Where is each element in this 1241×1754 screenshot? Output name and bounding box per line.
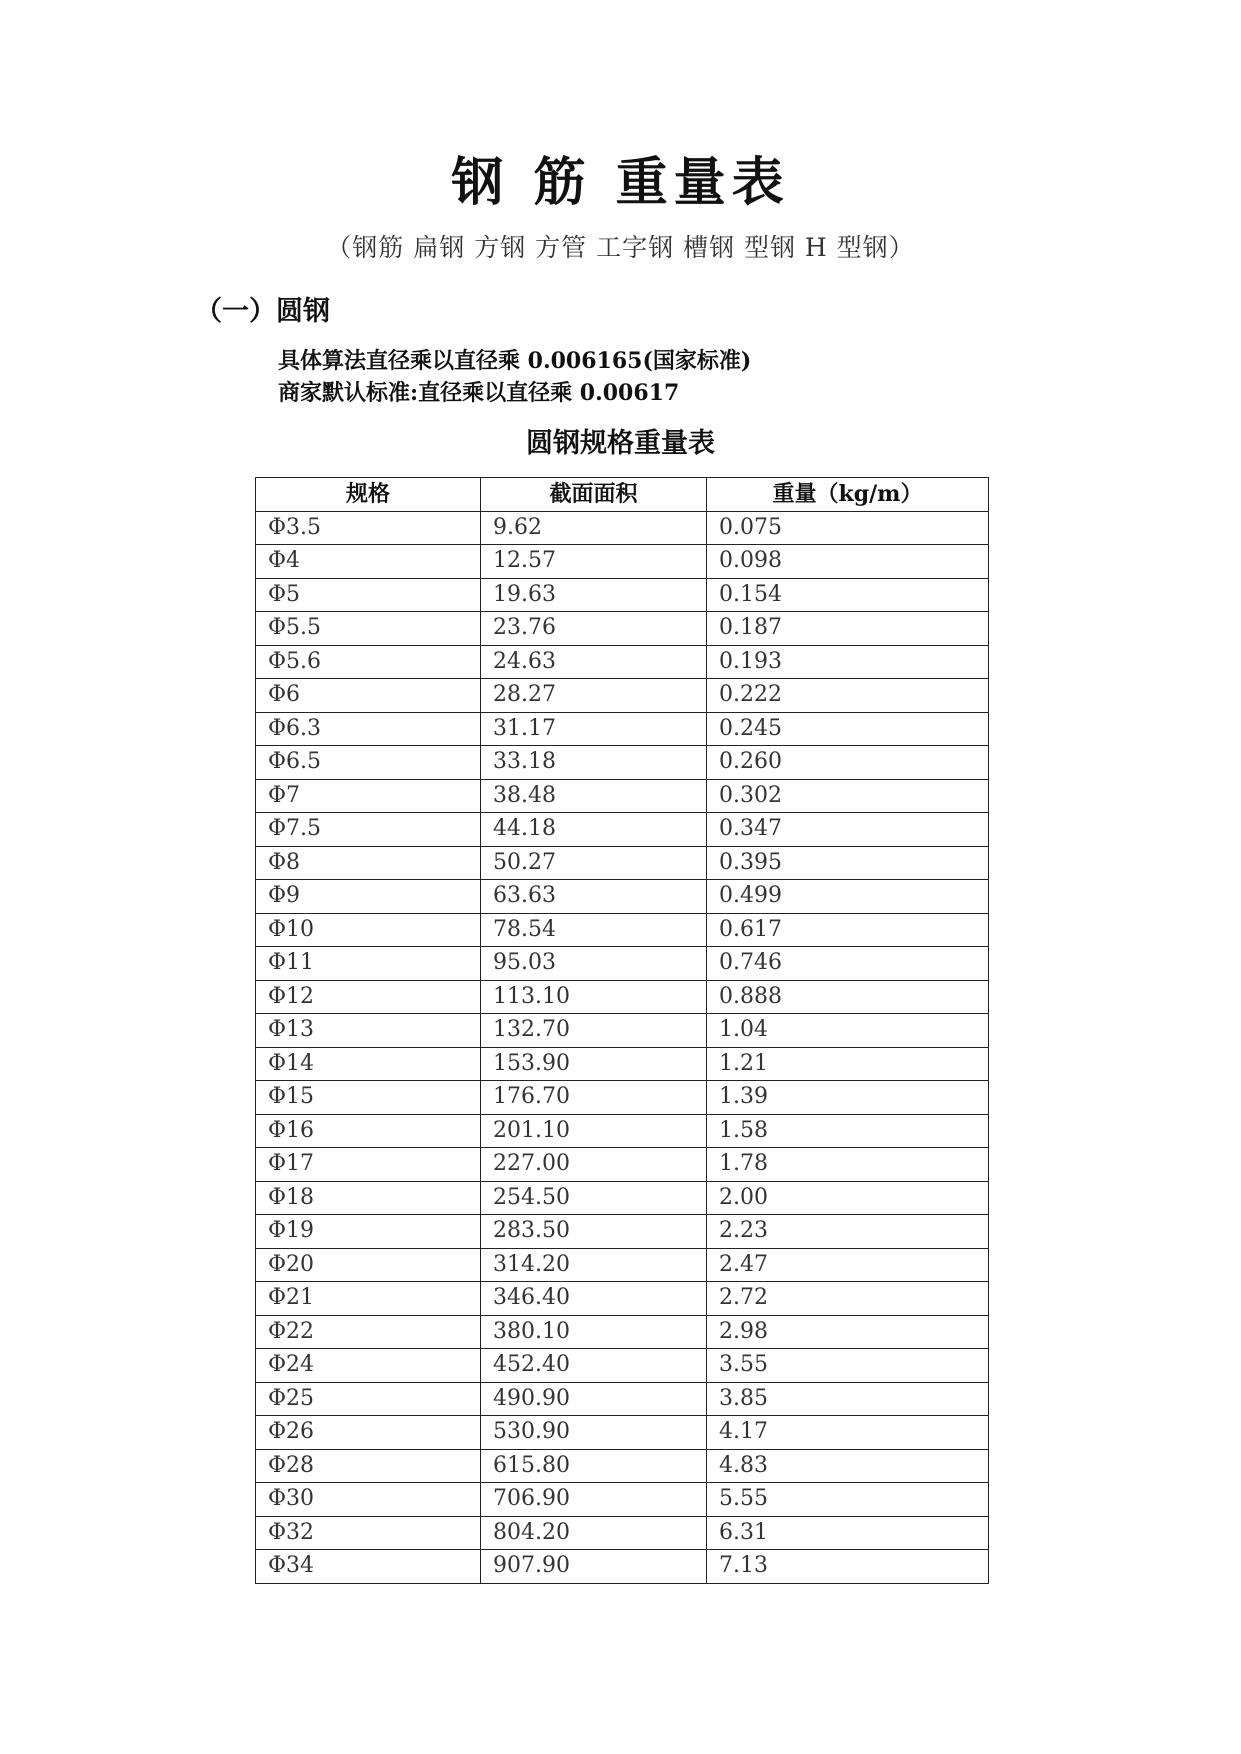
- cell-area: 31.17: [481, 712, 707, 746]
- cell-weight: 0.302: [707, 779, 989, 813]
- cell-spec: Φ20: [256, 1248, 481, 1282]
- table-row: [256, 1416, 989, 1450]
- cell-spec: Φ11: [256, 947, 481, 981]
- cell-spec: Φ8: [256, 846, 481, 880]
- cell-area: 153.90: [481, 1047, 707, 1081]
- table-row: [256, 1382, 989, 1416]
- cell-area: 804.20: [481, 1516, 707, 1550]
- table-row: [256, 712, 989, 746]
- table-row: [256, 1550, 989, 1584]
- cell-spec: Φ9: [256, 880, 481, 914]
- cell-spec: Φ15: [256, 1081, 481, 1115]
- cell-area: 23.76: [481, 612, 707, 646]
- table-row: [256, 913, 989, 947]
- table-row: [256, 846, 989, 880]
- table-row: [256, 1081, 989, 1115]
- cell-spec: Φ25: [256, 1382, 481, 1416]
- cell-spec: Φ10: [256, 913, 481, 947]
- cell-area: 132.70: [481, 1014, 707, 1048]
- cell-area: 254.50: [481, 1181, 707, 1215]
- cell-area: 490.90: [481, 1382, 707, 1416]
- table-row: [256, 813, 989, 847]
- table-row: [256, 1483, 989, 1517]
- cell-spec: Φ28: [256, 1449, 481, 1483]
- cell-area: 78.54: [481, 913, 707, 947]
- cell-area: 63.63: [481, 880, 707, 914]
- table-row: [256, 1449, 989, 1483]
- cell-weight: 0.193: [707, 645, 989, 679]
- column-header-weight: 重量（kg/m）: [707, 478, 989, 512]
- cell-weight: 1.21: [707, 1047, 989, 1081]
- cell-area: 227.00: [481, 1148, 707, 1182]
- cell-area: 907.90: [481, 1550, 707, 1584]
- table-row: [256, 779, 989, 813]
- cell-weight: 2.23: [707, 1215, 989, 1249]
- table-row: [256, 578, 989, 612]
- cell-area: 452.40: [481, 1349, 707, 1383]
- section-heading: （一）圆钢: [195, 296, 330, 327]
- column-header-area: 截面面积: [481, 478, 707, 512]
- cell-area: 346.40: [481, 1282, 707, 1316]
- cell-weight: 3.55: [707, 1349, 989, 1383]
- cell-spec: Φ32: [256, 1516, 481, 1550]
- column-header-spec: 规格: [256, 478, 481, 512]
- cell-area: 314.20: [481, 1248, 707, 1282]
- cell-spec: Φ21: [256, 1282, 481, 1316]
- page-subtitle: （钢筋 扁钢 方钢 方管 工字钢 槽钢 型钢 H 型钢）: [326, 233, 915, 262]
- cell-weight: 2.47: [707, 1248, 989, 1282]
- cell-weight: 0.347: [707, 813, 989, 847]
- cell-weight: 4.17: [707, 1416, 989, 1450]
- cell-weight: 0.245: [707, 712, 989, 746]
- table-row: [256, 1248, 989, 1282]
- table-row: [256, 612, 989, 646]
- cell-spec: Φ5.5: [256, 612, 481, 646]
- cell-weight: 6.31: [707, 1516, 989, 1550]
- cell-area: 28.27: [481, 679, 707, 713]
- cell-spec: Φ6.5: [256, 746, 481, 780]
- cell-weight: 3.85: [707, 1382, 989, 1416]
- calculation-note-national: 具体算法直径乘以直径乘 0.006165(国家标准): [278, 348, 752, 374]
- cell-spec: Φ18: [256, 1181, 481, 1215]
- cell-spec: Φ3.5: [256, 511, 481, 545]
- cell-weight: 0.888: [707, 980, 989, 1014]
- table-row: [256, 1215, 989, 1249]
- cell-area: 95.03: [481, 947, 707, 981]
- cell-spec: Φ30: [256, 1483, 481, 1517]
- cell-area: 706.90: [481, 1483, 707, 1517]
- cell-weight: 0.746: [707, 947, 989, 981]
- cell-area: 176.70: [481, 1081, 707, 1115]
- cell-weight: 0.154: [707, 578, 989, 612]
- cell-weight: 5.55: [707, 1483, 989, 1517]
- cell-area: 12.57: [481, 545, 707, 579]
- table-row: [256, 746, 989, 780]
- cell-spec: Φ5: [256, 578, 481, 612]
- cell-weight: 2.72: [707, 1282, 989, 1316]
- cell-area: 201.10: [481, 1114, 707, 1148]
- cell-spec: Φ14: [256, 1047, 481, 1081]
- page-title: 钢 筋 重量表: [451, 152, 790, 213]
- cell-spec: Φ24: [256, 1349, 481, 1383]
- table-row: [256, 980, 989, 1014]
- table-row: [256, 1282, 989, 1316]
- table-row: [256, 1047, 989, 1081]
- cell-area: 615.80: [481, 1449, 707, 1483]
- cell-weight: 1.58: [707, 1114, 989, 1148]
- cell-area: 33.18: [481, 746, 707, 780]
- cell-area: 9.62: [481, 511, 707, 545]
- table-row: [256, 1014, 989, 1048]
- cell-area: 50.27: [481, 846, 707, 880]
- cell-weight: 0.499: [707, 880, 989, 914]
- table-row: [256, 1114, 989, 1148]
- cell-spec: Φ22: [256, 1315, 481, 1349]
- table-row: [256, 645, 989, 679]
- cell-area: 380.10: [481, 1315, 707, 1349]
- table-row: [256, 947, 989, 981]
- table-row: [256, 1148, 989, 1182]
- table-row: [256, 511, 989, 545]
- cell-spec: Φ16: [256, 1114, 481, 1148]
- cell-area: 530.90: [481, 1416, 707, 1450]
- table-row: [256, 1349, 989, 1383]
- cell-weight: 7.13: [707, 1550, 989, 1584]
- table-body: [256, 511, 989, 1583]
- cell-weight: 0.075: [707, 511, 989, 545]
- cell-area: 19.63: [481, 578, 707, 612]
- cell-spec: Φ13: [256, 1014, 481, 1048]
- cell-area: 113.10: [481, 980, 707, 1014]
- cell-weight: 0.260: [707, 746, 989, 780]
- cell-spec: Φ17: [256, 1148, 481, 1182]
- cell-area: 283.50: [481, 1215, 707, 1249]
- cell-weight: 4.83: [707, 1449, 989, 1483]
- cell-weight: 1.04: [707, 1014, 989, 1048]
- weight-table: [255, 477, 989, 1584]
- cell-spec: Φ5.6: [256, 645, 481, 679]
- cell-area: 38.48: [481, 779, 707, 813]
- table-row: [256, 545, 989, 579]
- table-row: [256, 1315, 989, 1349]
- table-title: 圆钢规格重量表: [526, 428, 715, 459]
- calculation-note-merchant: 商家默认标准:直径乘以直径乘 0.00617: [278, 380, 680, 406]
- cell-spec: Φ7: [256, 779, 481, 813]
- cell-weight: 0.395: [707, 846, 989, 880]
- table-row: [256, 679, 989, 713]
- table-header-row: [256, 478, 989, 512]
- cell-spec: Φ19: [256, 1215, 481, 1249]
- cell-area: 24.63: [481, 645, 707, 679]
- table-row: [256, 1181, 989, 1215]
- cell-weight: 1.78: [707, 1148, 989, 1182]
- cell-weight: 1.39: [707, 1081, 989, 1115]
- cell-spec: Φ6: [256, 679, 481, 713]
- table-row: [256, 1516, 989, 1550]
- cell-weight: 0.187: [707, 612, 989, 646]
- cell-area: 44.18: [481, 813, 707, 847]
- table-row: [256, 880, 989, 914]
- cell-weight: 0.098: [707, 545, 989, 579]
- cell-weight: 0.222: [707, 679, 989, 713]
- cell-spec: Φ7.5: [256, 813, 481, 847]
- cell-spec: Φ34: [256, 1550, 481, 1584]
- cell-weight: 2.00: [707, 1181, 989, 1215]
- cell-spec: Φ26: [256, 1416, 481, 1450]
- cell-weight: 0.617: [707, 913, 989, 947]
- cell-weight: 2.98: [707, 1315, 989, 1349]
- cell-spec: Φ12: [256, 980, 481, 1014]
- cell-spec: Φ4: [256, 545, 481, 579]
- cell-spec: Φ6.3: [256, 712, 481, 746]
